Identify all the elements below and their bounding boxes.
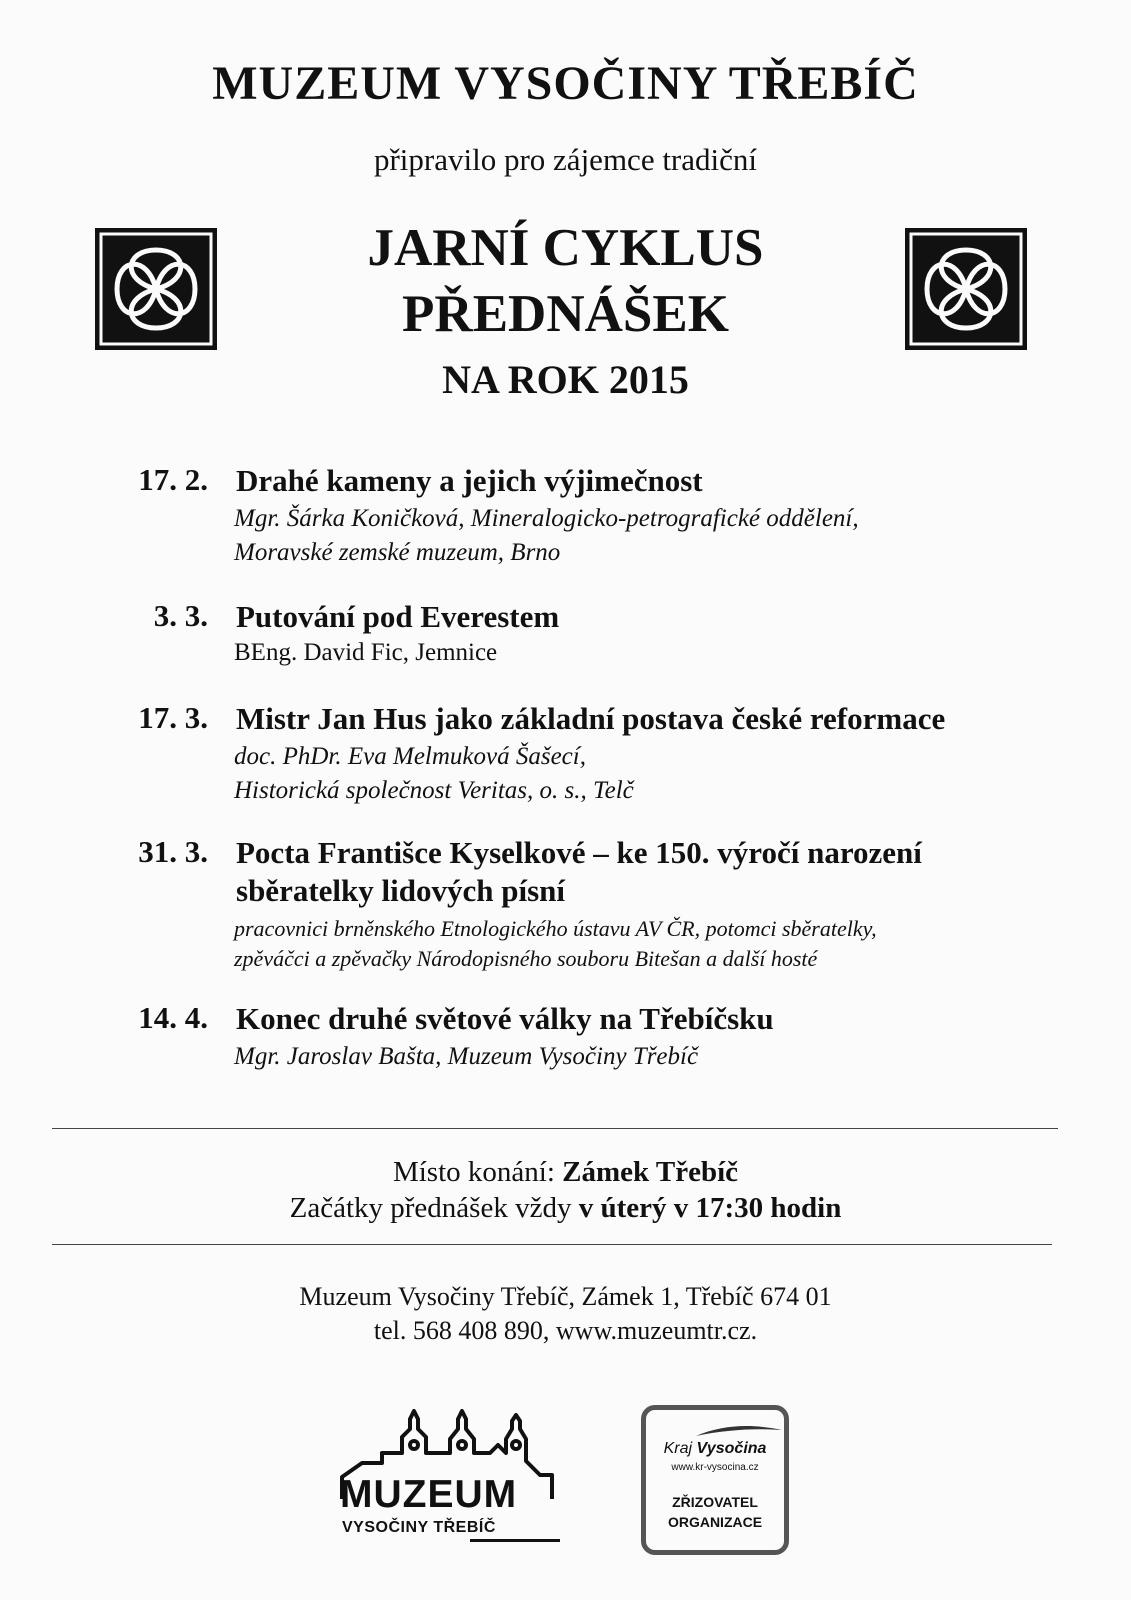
time-label: Začátky přednášek vždy [289, 1192, 572, 1224]
divider [52, 1244, 1052, 1245]
address-text: Muzeum Vysočiny Třebíč, Zámek 1, Třebíč 674 01 [299, 1282, 832, 1311]
lecture-speaker: Mgr. Šárka Koničková, Mineralogicko-petrografické oddělení, [234, 505, 859, 532]
title-line-1: JARNÍ CYKLUS [367, 219, 764, 277]
venue-label: Místo konání: [392, 1156, 555, 1188]
lecture-speaker: BEng. David Fic, Jemnice [234, 639, 498, 666]
title-line-3: NA ROK 2015 [442, 357, 689, 402]
museum-logo-word2: VYSOČINY TŘEBÍČ [342, 1519, 496, 1536]
lecture-date: 17. 3. [138, 700, 208, 735]
lecture-speaker: doc. PhDr. Eva Melmuková Šašecí, [234, 743, 586, 770]
lecture-date: 31. 3. [138, 834, 208, 869]
lecture-date: 3. 3. [153, 598, 208, 633]
lecture-date: 14. 4. [138, 1000, 208, 1035]
museum-logo-word1: MUZEUM [340, 1473, 518, 1516]
kraj-prefix: Kraj [663, 1440, 693, 1457]
logo-underline [470, 1539, 560, 1542]
intro-text: připravilo pro zájemce tradiční [373, 142, 758, 177]
kraj-name: Vysočina [696, 1440, 767, 1457]
lecture-title: sběratelky lidových písní [236, 873, 565, 908]
organization-title: MUZEUM VYSOČINY TŘEBÍČ [212, 57, 919, 110]
lecture-title: Drahé kameny a jejich výjimečnost [236, 463, 703, 498]
museum-logo [340, 1405, 560, 1555]
celtic-knot-icon [905, 228, 1027, 350]
phone-web-text: tel. 568 408 890, www.muzeumtr.cz. [373, 1316, 758, 1345]
lecture-speaker: zpěváčci a zpěvačky Národopisného souboru Bitešan a další hosté [234, 946, 818, 971]
time-value: v úterý v 17:30 hodin [578, 1192, 842, 1224]
divider [52, 1128, 1058, 1129]
title-line-2: PŘEDNÁŠEK [402, 285, 729, 343]
kraj-web: www.kr-vysocina.cz [671, 1462, 759, 1473]
venue-place: Zámek Třebíč [562, 1156, 739, 1188]
venue-line [0, 1154, 1131, 1190]
kraj-vysocina-badge [641, 1405, 789, 1555]
celtic-knot-icon [95, 228, 217, 350]
lecture-title: Putování pod Everestem [236, 599, 560, 634]
lecture-title: Pocta Františce Kyselkové – ke 150. výročí narození [236, 835, 922, 870]
lecture-speaker: Mgr. Jaroslav Bašta, Muzeum Vysočiny Třebíč [234, 1043, 699, 1070]
lecture-speaker: Moravské zemské muzeum, Brno [234, 539, 561, 566]
badge-line-1: ZŘIZOVATEL [672, 1494, 758, 1510]
kraj-logo-text [646, 1440, 784, 1458]
lecture-date: 17. 2. [138, 462, 208, 497]
time-line [0, 1190, 1131, 1226]
swoosh-icon [694, 1422, 784, 1440]
badge-line-2: ORGANIZACE [667, 1514, 763, 1530]
lecture-title: Konec druhé světové války na Třebíčsku [236, 1001, 774, 1036]
lecture-speaker: pracovnici brněnského Etnologického ústavu AV ČR, potomci sběratelky, [234, 916, 877, 941]
lecture-title: Mistr Jan Hus jako základní postava české reformace [236, 701, 946, 736]
lecture-speaker: Historická společnost Veritas, o. s., Telč [234, 777, 634, 804]
